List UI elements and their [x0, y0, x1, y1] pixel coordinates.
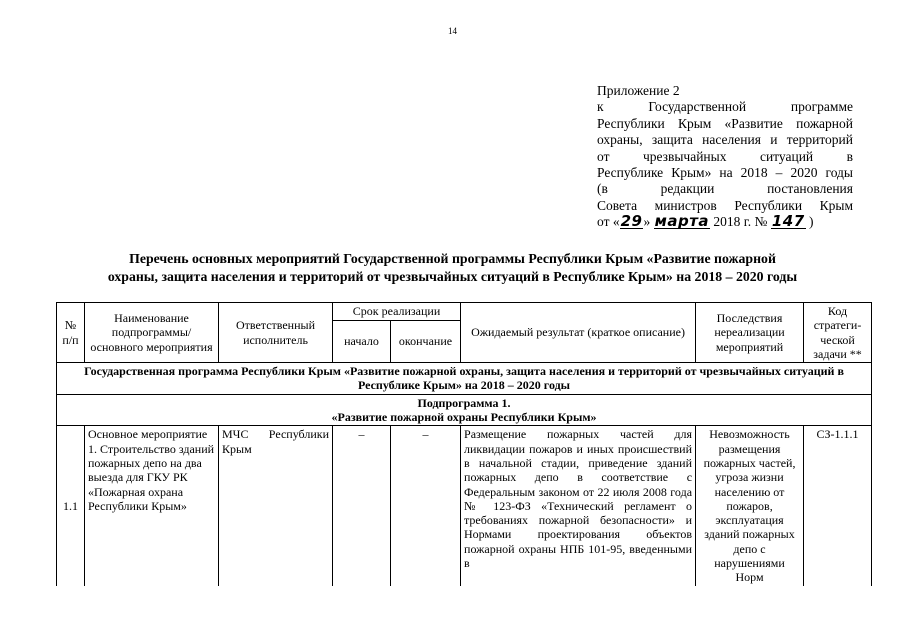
date-quote: » — [643, 214, 651, 230]
header-start: начало — [333, 320, 391, 363]
title-line-2: охраны, защита населения и территорий от чрезвычайных ситуаций в Республике Крым» на 2018 – 2020 годы — [107, 269, 798, 284]
subprogram-line-1: Подпрограмма 1. — [417, 395, 511, 410]
cell-end: – — [391, 426, 461, 586]
document-title — [0, 250, 905, 286]
events-table — [56, 302, 872, 586]
cell-consequences: Невозможность размещения пожарных частей, угроза жизни населению от пожаров, эксплуатация зданий пожарных депо с нарушениями Норм — [696, 426, 804, 586]
cell-name: Основное мероприятие 1. Строительство зданий пожарных депо на два выезда для ГКУ РК «Пожарная охрана Республики Крым» — [85, 426, 219, 586]
appendix-date-line — [597, 214, 853, 230]
appendix-line: охраны, защита населения и территорий — [597, 132, 853, 148]
cell-code: СЗ-1.1.1 — [804, 426, 872, 586]
page-number: 14 — [448, 26, 457, 36]
appendix-line: (в редакции постановления — [597, 181, 853, 197]
table-row — [57, 426, 872, 586]
title-line-1: Перечень основных мероприятий Государственной программы Республики Крым «Развитие пожарной — [129, 251, 776, 266]
header-executor: Ответственный исполнитель — [219, 303, 333, 363]
header-period: Срок реализации — [333, 303, 461, 321]
date-prefix: от « — [597, 214, 620, 230]
cell-result: Размещение пожарных частей для ликвидации пожаров и иных происшествий в начальной стадии, приведение зданий пожарных депо в соответствие с Федеральным законом от 22 июля 2008 года № 123-ФЗ «Технический регламент о требованиях пожарной безопасности» и Нормами проектирования объектов пожарной охраны НПБ 101-95, введенными в — [461, 426, 696, 586]
date-year: 2018 г. № — [713, 214, 768, 230]
appendix-line: Приложение 2 — [597, 83, 680, 98]
cell-start: – — [333, 426, 391, 586]
header-result: Ожидаемый результат (краткое описание) — [461, 303, 696, 363]
appendix-line: к Государственной программе — [597, 99, 853, 115]
program-row: Государственная программа Республики Крым «Развитие пожарной охраны, защита населения и территорий от чрезвычайных ситуаций в Республике Крым» на 2018 – 2020 годы — [57, 363, 872, 395]
appendix-line: Совета министров Республики Крым — [597, 197, 853, 213]
appendix-line: Республике Крым» на 2018 – 2020 годы — [597, 165, 853, 181]
handwritten-number: 147 — [771, 212, 805, 231]
subprogram-row — [57, 394, 872, 426]
cell-executor: МЧС Республики Крым — [219, 426, 333, 586]
header-consequences: Последствия нереализации мероприятий — [696, 303, 804, 363]
header-num: № п/п — [57, 303, 85, 363]
appendix-block — [597, 83, 853, 231]
header-code: Код стратеги- ческой задачи ** — [804, 303, 872, 363]
handwritten-month: марта — [654, 212, 710, 231]
handwritten-day: 29 — [620, 212, 643, 231]
header-name: Наименование подпрограммы/ основного мероприятия — [85, 303, 219, 363]
appendix-line: Республики Крым «Развитие пожарной — [597, 115, 853, 131]
subprogram-line-2: «Развитие пожарной охраны Республики Крым» — [331, 410, 597, 425]
date-suffix: ) — [809, 214, 814, 230]
cell-num: 1.1 — [57, 426, 85, 586]
header-end: окончание — [391, 320, 461, 363]
appendix-line: от чрезвычайных ситуаций в — [597, 148, 853, 164]
